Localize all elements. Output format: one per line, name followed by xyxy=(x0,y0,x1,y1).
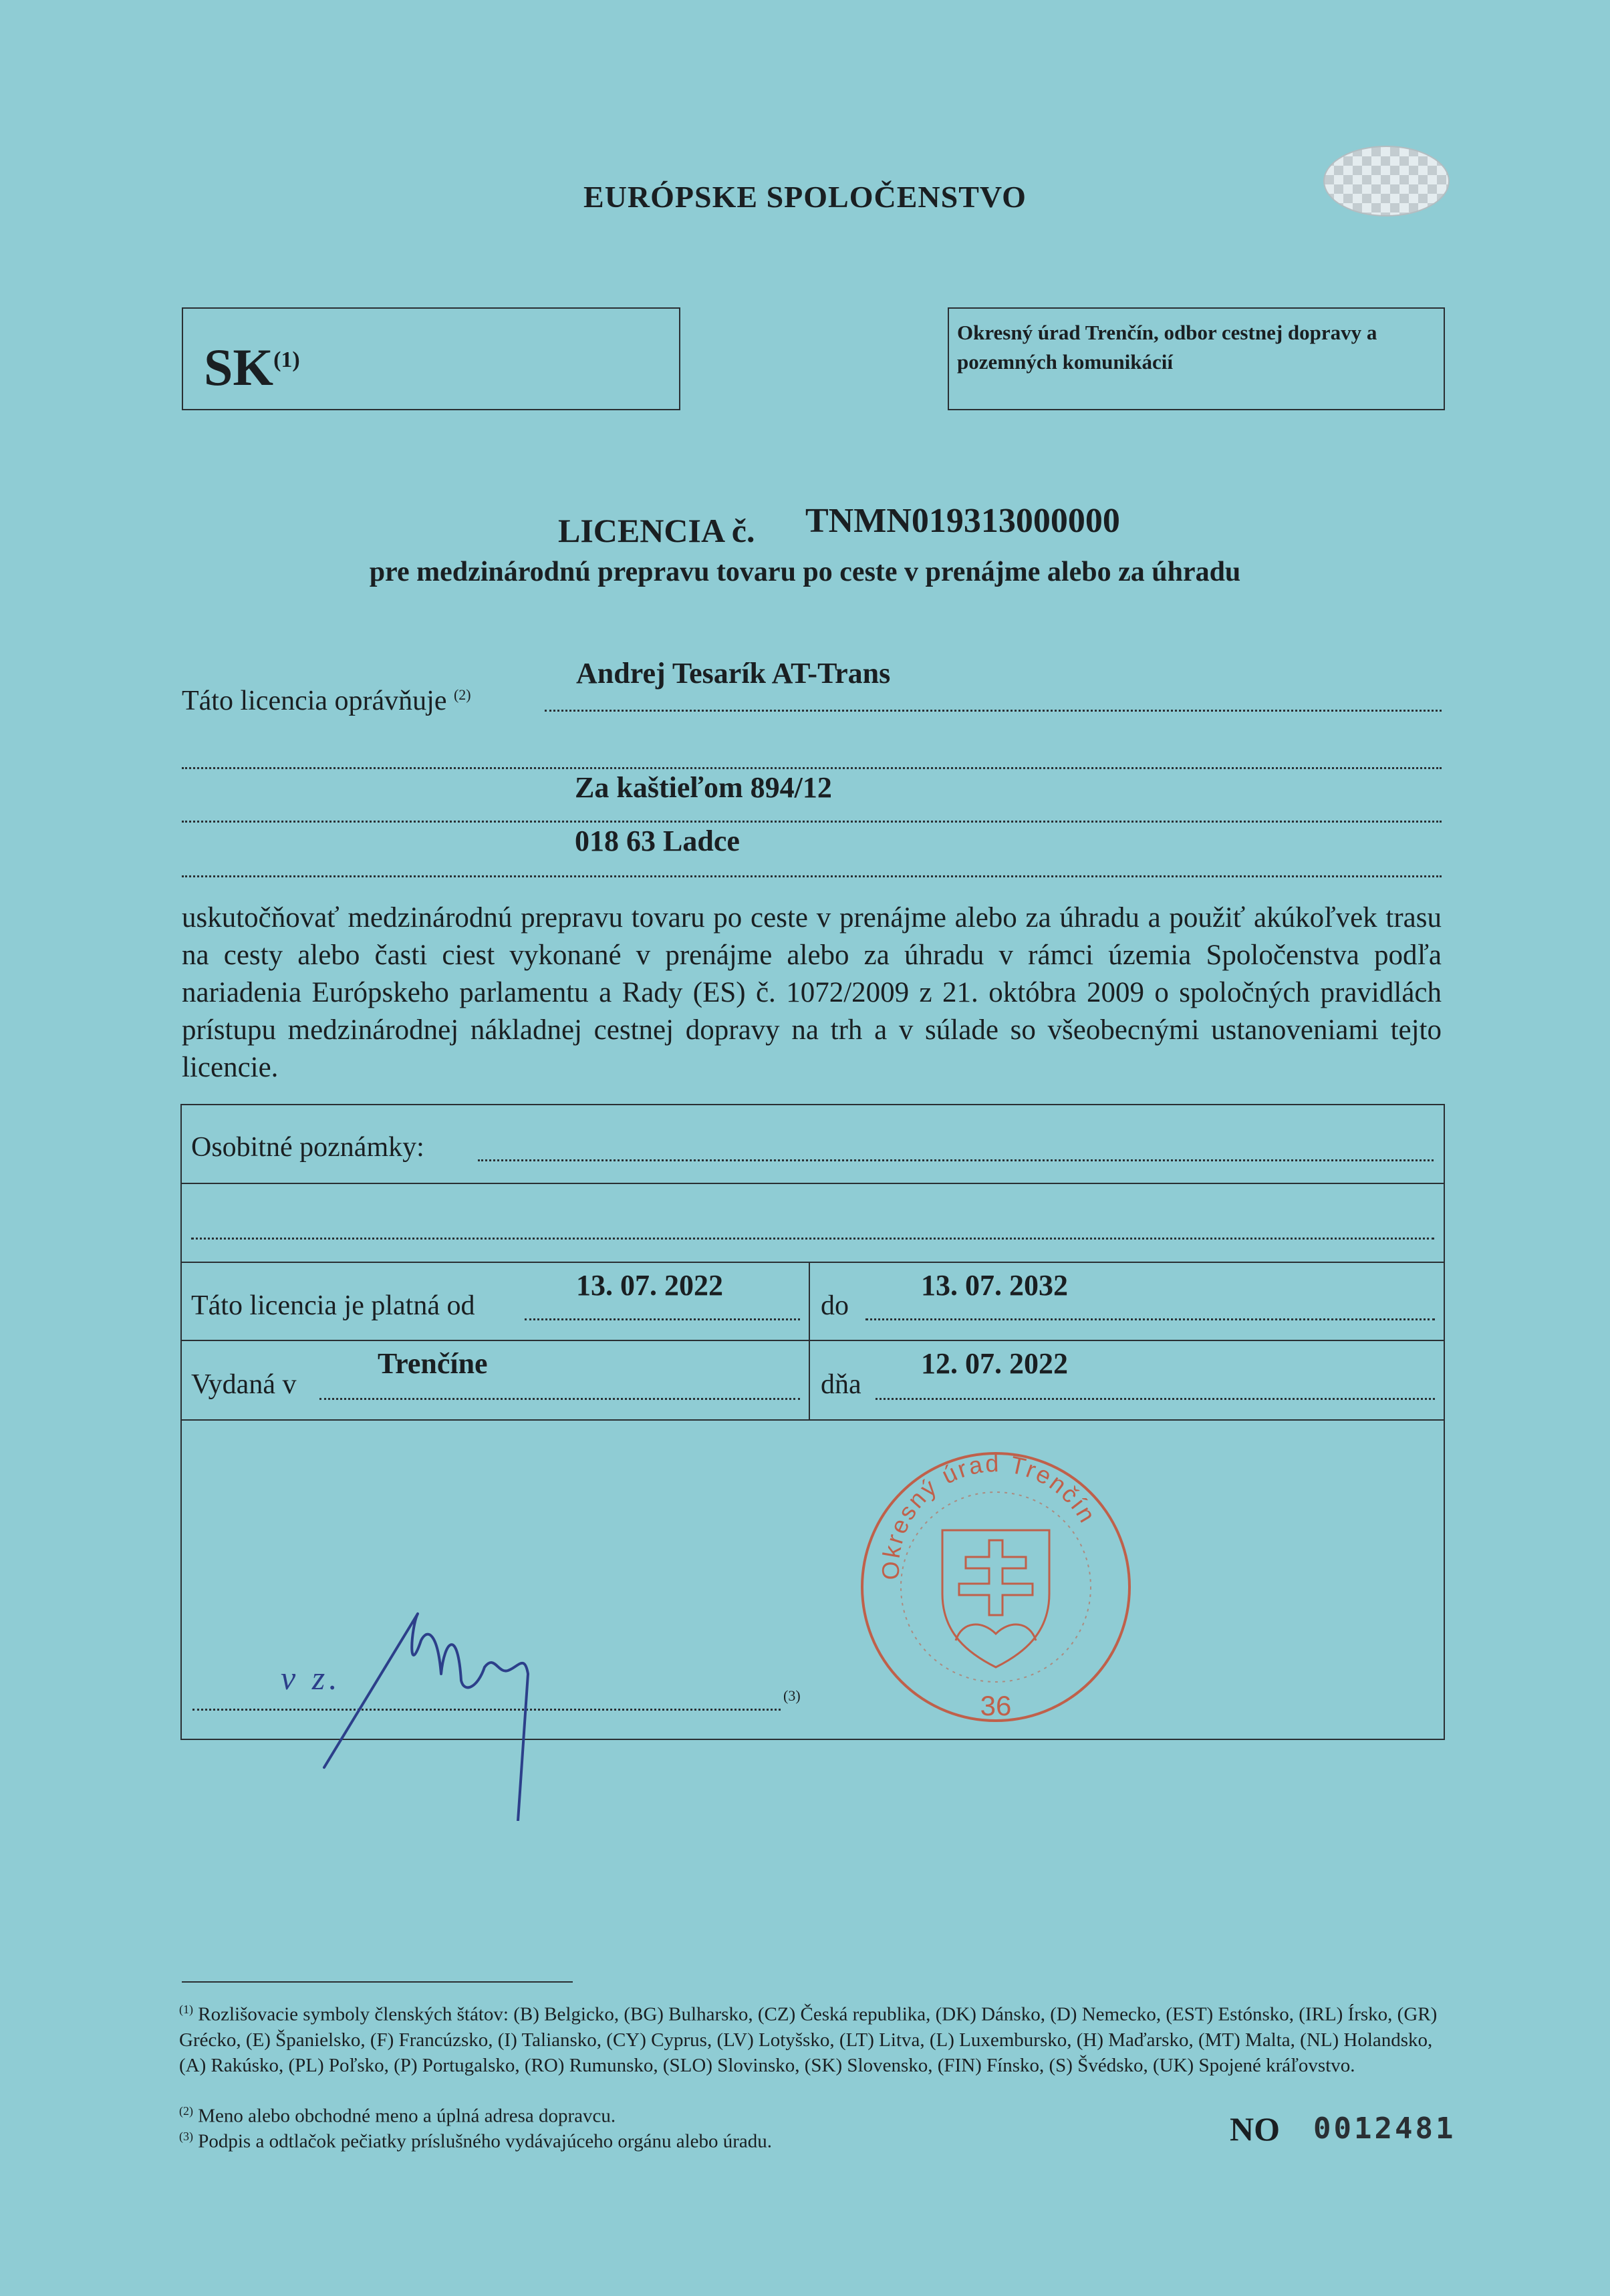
footnote-separator xyxy=(182,1981,573,1983)
licence-number: TNMN019313000000 xyxy=(805,502,1120,540)
remarks-label: Osobitné poznámky: xyxy=(191,1132,424,1163)
footnote-mark: (1) xyxy=(179,2003,193,2016)
official-stamp xyxy=(849,1440,1143,1734)
remarks-line xyxy=(478,1159,1434,1161)
licence-title: LICENCIA č. xyxy=(558,512,755,549)
licence-subtitle: pre medzinárodnú prepravu tovaru po ceste v prenájme alebo za úhradu xyxy=(369,557,1241,587)
holder-label-text: Táto licencia oprávňuje xyxy=(182,686,447,716)
footnote-text: Meno alebo obchodné meno a úplná adresa dopravcu. xyxy=(198,2105,616,2127)
valid-from-line xyxy=(525,1318,800,1320)
table-divider xyxy=(180,1340,1444,1341)
issued-in-line xyxy=(319,1398,800,1400)
valid-from-label: Táto licencia je platná od xyxy=(191,1290,475,1321)
issued-in-place: Trenčíne xyxy=(378,1347,488,1380)
country-code-text: SK xyxy=(204,338,274,396)
handwritten-signature xyxy=(277,1600,585,1821)
holder-line-4 xyxy=(182,875,1442,877)
footnote-text: Rozlišovacie symboly členských štátov: (B) Belgicko, (BG) Bulharsko, (CZ) Česká republika, (DK) Dánsko, (D) Nemecko, (EST) Estónsko, (IRL) Írsko, (GR) Grécko, (E) Španielsko, (F) Francúzsko, (I) Taliansko, (CY) Cyprus, (LV) Lotyšsko, (LT) Litva, (L) Luxembursko, (H) Maďarsko, (MT) Malta, (NL) Holandsko, (A) Rakúsko, (PL) Poľsko, (P) Portugalsko, (RO) Rumunsko, (SLO) Slovinsko, (SK) Slovensko, (FIN) Fínsko, (S) Švédsko, (UK) Spojené kráľovstvo. xyxy=(179,2003,1438,2076)
stamp-number: 36 xyxy=(980,1690,1012,1721)
svg-text:Okresný úrad Trenčín xyxy=(877,1449,1102,1580)
table-divider-vertical xyxy=(809,1262,810,1419)
table-divider xyxy=(180,1262,1444,1263)
document-header: EURÓPSKE SPOLOČENSTVO xyxy=(583,180,1027,214)
table-divider xyxy=(180,1419,1444,1421)
footnote-mark: (2) xyxy=(453,686,471,703)
footnote-mark: (3) xyxy=(179,2130,193,2143)
valid-to-line xyxy=(865,1318,1435,1320)
footnote-mark: (1) xyxy=(273,347,300,372)
holder-street: Za kaštieľom 894/12 xyxy=(575,771,832,804)
holder-line-3 xyxy=(182,821,1442,823)
issued-on-label: dňa xyxy=(821,1369,861,1400)
footnote-mark: (2) xyxy=(179,2104,193,2118)
issued-in-label: Vydaná v xyxy=(191,1369,297,1400)
valid-from-date: 13. 07. 2022 xyxy=(576,1269,723,1302)
holder-city: 018 63 Ladce xyxy=(575,825,740,857)
stamp-text: Okresný úrad Trenčín xyxy=(876,1449,1103,1580)
hologram-seal xyxy=(1323,146,1450,217)
serial-number: 0012481 xyxy=(1313,2112,1456,2146)
issuing-authority: Okresný úrad Trenčín, odbor cestnej dopravy a pozemných komunikácií xyxy=(957,321,1377,374)
issued-on-date: 12. 07. 2022 xyxy=(921,1347,1068,1380)
valid-to-label: do xyxy=(821,1290,849,1321)
holder-name: Andrej Tesarík AT-Trans xyxy=(576,657,891,690)
holder-label xyxy=(182,685,471,717)
signature-footnote-mark: (3) xyxy=(783,1687,801,1704)
serial-label: NO xyxy=(1230,2110,1280,2148)
issued-on-line xyxy=(876,1398,1435,1400)
country-code xyxy=(204,337,300,398)
table-divider xyxy=(180,1183,1444,1184)
licence-body-text: uskutočňovať medzinárodnú prepravu tovaru po ceste v prenájme alebo za úhradu a použiť akúkoľvek trasu na cesty alebo časti ciest vykonané v prenájme alebo za úhradu v rámci územia Spoločenstva podľa nariadenia Európskeho parlamentu a Rady (ES) č. 1072/2009 z 21. októbra 2009 o spoločných pravidlách prístupu medzinárodnej nákladnej cestnej dopravy na trh a v súlade so všeobecnými ustanoveniami tejto licencie. xyxy=(182,902,1442,1083)
holder-line-2 xyxy=(182,767,1442,769)
footnote-text: Podpis a odtlačok pečiatky príslušného vydávajúceho orgánu alebo úradu. xyxy=(198,2130,773,2152)
valid-to-date: 13. 07. 2032 xyxy=(921,1269,1068,1302)
signature-prefix: v z. xyxy=(281,1659,342,1697)
footnote-1 xyxy=(179,1997,1456,2078)
holder-name-line xyxy=(545,710,1442,712)
remarks-line-2 xyxy=(191,1238,1434,1240)
